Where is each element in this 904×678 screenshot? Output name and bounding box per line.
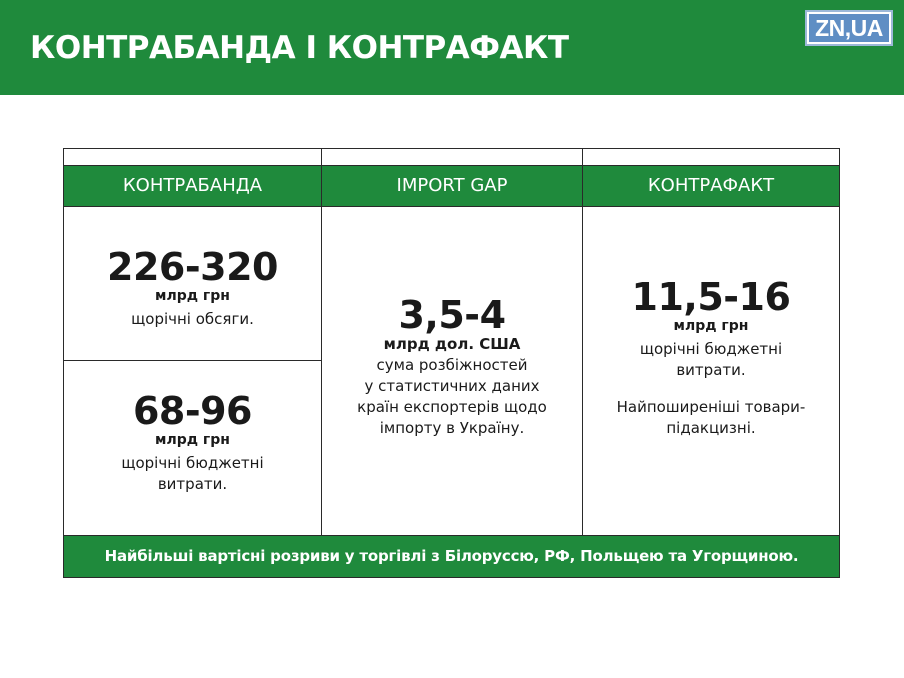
header-counterfeit: КОНТРАФАКТ [647,175,775,196]
contraband-budget-value: 68-96 [132,389,253,433]
import-gap-desc-4: імпорту в Україну. [379,419,525,437]
import-gap-value: 3,5-4 [398,293,506,337]
contraband-volume-cell [64,247,321,330]
import-gap-desc-1: сума розбіжностей [376,356,528,374]
import-gap-desc-2: у статистичних даних [364,377,540,395]
page-title: КОНТРАБАНДА І КОНТРАФАКТ [30,30,569,66]
import-gap-unit: млрд дол. США [383,335,521,353]
column-divider [321,165,322,207]
row-divider [64,360,321,361]
contraband-volume-desc: щорічні обсяги. [131,310,254,328]
counterfeit-desc-2: витрати. [676,361,746,379]
contraband-budget-desc-2: витрати. [157,475,228,493]
zn-ua-logo[interactable] [805,10,893,46]
counterfeit-note-2: підакцизні. [666,419,756,437]
footer-note: Найбільші вартісні розриви у торгівлі з Білоруссю, РФ, Польщею та Угорщиною. [64,535,839,577]
counterfeit-unit: млрд грн [673,318,749,334]
contraband-budget-unit: млрд грн [155,432,230,448]
counterfeit-value: 11,5-16 [631,275,791,319]
column-divider [582,165,583,207]
contraband-budget-cell [64,391,321,495]
logo-text: ZN,UA [809,14,889,42]
table-header-row [64,165,839,207]
header-bar [0,0,904,95]
contraband-volume-unit: млрд грн [155,288,230,304]
counterfeit-cell [583,277,839,439]
contraband-volume-value: 226-320 [107,245,278,289]
counterfeit-note-1: Найпоширеніші товари- [616,398,806,416]
header-import-gap: IMPORT GAP [396,175,508,196]
import-gap-desc-3: країн експортерів щодо [357,398,547,416]
counterfeit-desc-1: щорічні бюджетні [639,340,783,358]
contraband-budget-desc-1: щорічні бюджетні [121,454,264,472]
import-gap-cell [322,295,582,439]
header-contraband: КОНТРАБАНДА [122,175,263,196]
data-table [63,148,840,578]
